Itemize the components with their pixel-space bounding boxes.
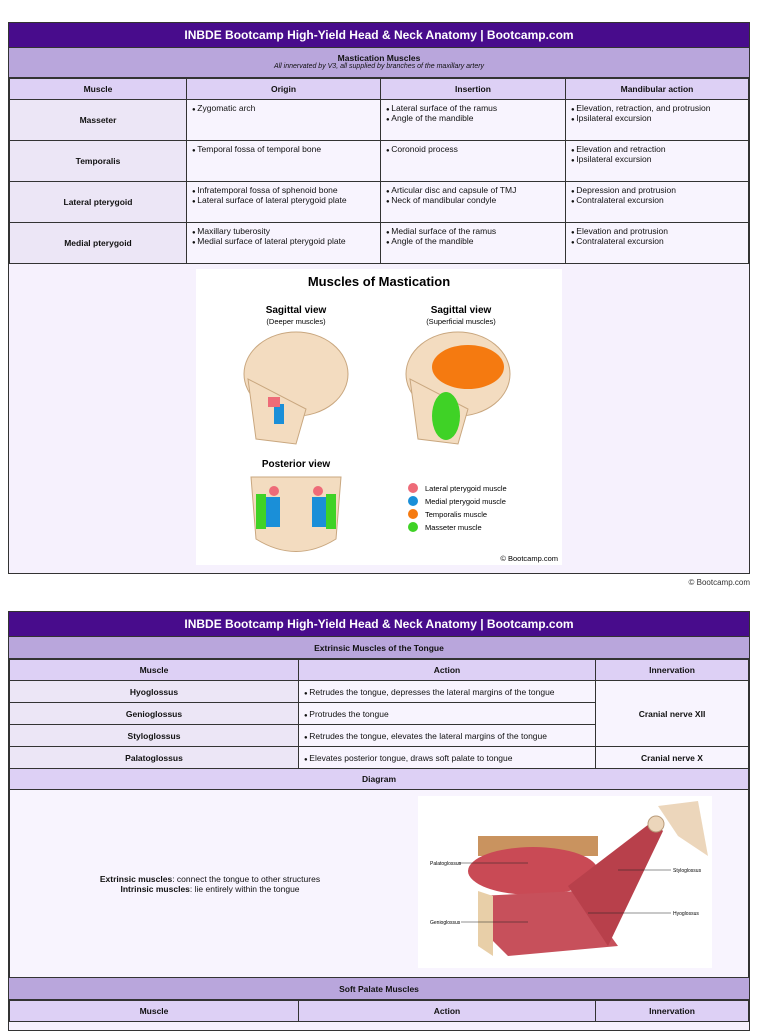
- intrinsic-text: : lie entirely within the tongue: [189, 884, 300, 894]
- action-cell: [566, 100, 749, 141]
- tongue-illustration: [418, 796, 712, 968]
- page-copyright: © Bootcamp.com: [688, 578, 750, 587]
- table-row: [10, 141, 749, 182]
- col-header: Innervation: [596, 660, 749, 681]
- section-note: All innervated by V3, all supplied by branches of the maxillary artery: [273, 63, 485, 70]
- diagram-label: Styloglossus: [673, 868, 702, 874]
- insertion-item: ● Angle of the mandible: [386, 113, 560, 123]
- diagram-header: Diagram: [10, 769, 749, 790]
- action-item: ● Protrudes the tongue: [304, 709, 590, 719]
- col-header: Action: [299, 1001, 596, 1022]
- action-item: ● Elevation and retraction: [571, 144, 743, 154]
- view-sublabel: (Superficial muscles): [426, 317, 496, 326]
- action-item: ● Elevation and protrusion: [571, 226, 743, 236]
- table-row: [10, 182, 749, 223]
- tongue-table: [9, 659, 749, 978]
- legend-swatch: [408, 496, 418, 506]
- action-cell: [566, 223, 749, 264]
- action-item: ● Elevates posterior tongue, draws soft palate to tongue: [304, 753, 590, 763]
- view-label: Sagittal view: [430, 305, 492, 316]
- diagram-label: Palatoglossus: [430, 861, 462, 867]
- view-label: Posterior view: [261, 459, 331, 470]
- action-cell: [299, 725, 596, 747]
- section-title: Mastication Muscles: [337, 53, 421, 63]
- muscle-name: Medial pterygoid: [10, 223, 187, 264]
- mastication-table: [9, 78, 749, 264]
- extrinsic-label: Extrinsic muscles: [99, 874, 173, 884]
- origin-item: ● Temporal fossa of temporal bone: [192, 144, 375, 154]
- section-title: Extrinsic Muscles of the Tongue: [9, 637, 749, 659]
- skull-deep: [244, 332, 348, 444]
- legend-label: Medial pterygoid muscle: [425, 497, 506, 506]
- action-cell: [299, 747, 596, 769]
- action-item: ● Elevation, retraction, and protrusion: [571, 103, 743, 113]
- table-row: [10, 100, 749, 141]
- sheet-title: INBDE Bootcamp High-Yield Head & Neck Anatomy | Bootcamp.com: [9, 612, 749, 637]
- insertion-item: ● Lateral surface of the ramus: [386, 103, 560, 113]
- origin-item: ● Zygomatic arch: [192, 103, 375, 113]
- action-item: ● Retrudes the tongue, elevates the lateral margins of the tongue: [304, 731, 590, 741]
- origin-cell: [187, 223, 381, 264]
- insertion-cell: [381, 141, 566, 182]
- insertion-item: ● Articular disc and capsule of TMJ: [386, 185, 560, 195]
- origin-item: ● Lateral surface of lateral pterygoid plate: [192, 195, 375, 205]
- action-item: ● Contralateral excursion: [571, 236, 743, 246]
- table-row: [10, 223, 749, 264]
- col-header: Innervation: [596, 1001, 749, 1022]
- tongue-sheet: [8, 611, 750, 1031]
- mastication-illustration: [196, 269, 562, 565]
- origin-cell: [187, 182, 381, 223]
- origin-item: ● Infratemporal fossa of sphenoid bone: [192, 185, 375, 195]
- action-item: ● Ipsilateral excursion: [571, 113, 743, 123]
- legend-swatch: [408, 509, 418, 519]
- origin-item: ● Medial surface of lateral pterygoid plate: [192, 236, 375, 246]
- soft-palate-table: [9, 1000, 749, 1022]
- origin-cell: [187, 141, 381, 182]
- col-header: Mandibular action: [566, 79, 749, 100]
- diagram-cell: [10, 790, 749, 978]
- action-cell: [299, 681, 596, 703]
- action-cell: [566, 141, 749, 182]
- legend-label: Lateral pterygoid muscle: [425, 484, 507, 493]
- insertion-item: ● Medial surface of the ramus: [386, 226, 560, 236]
- table-row: [10, 681, 749, 703]
- mastication-figure: [196, 269, 562, 565]
- col-header: Insertion: [381, 79, 566, 100]
- section-header: [9, 48, 749, 78]
- action-item: ● Depression and protrusion: [571, 185, 743, 195]
- figure-title: Muscles of Mastication: [307, 274, 451, 289]
- origin-item: ● Maxillary tuberosity: [192, 226, 375, 236]
- origin-cell: [187, 100, 381, 141]
- col-header: Muscle: [10, 79, 187, 100]
- col-header: Muscle: [10, 1001, 299, 1022]
- intrinsic-label: Intrinsic muscles: [120, 884, 190, 894]
- diagram-caption: [10, 874, 410, 894]
- view-sublabel: (Deeper muscles): [266, 317, 326, 326]
- legend-swatch: [408, 522, 418, 532]
- action-item: ● Retrudes the tongue, depresses the lateral margins of the tongue: [304, 687, 590, 697]
- col-header: Muscle: [10, 660, 299, 681]
- diagram-label: Hyoglossus: [673, 911, 699, 917]
- diagram-label: Genioglossus: [430, 920, 461, 926]
- insertion-cell: [381, 223, 566, 264]
- legend-swatch: [408, 483, 418, 493]
- insertion-cell: [381, 100, 566, 141]
- action-item: ● Contralateral excursion: [571, 195, 743, 205]
- muscle-name: Hyoglossus: [10, 681, 299, 703]
- action-item: ● Ipsilateral excursion: [571, 154, 743, 164]
- innervation-cell: Cranial nerve XII: [596, 681, 749, 747]
- view-label: Sagittal view: [265, 305, 327, 316]
- muscle-name: Masseter: [10, 100, 187, 141]
- muscle-name: Genioglossus: [10, 703, 299, 725]
- legend-label: Temporalis muscle: [425, 510, 488, 519]
- insertion-cell: [381, 182, 566, 223]
- skull-posterior: [251, 477, 341, 552]
- muscle-name: Styloglossus: [10, 725, 299, 747]
- legend-label: Masseter muscle: [425, 523, 482, 532]
- action-cell: [299, 703, 596, 725]
- action-cell: [566, 182, 749, 223]
- skull-superficial: [406, 332, 510, 444]
- insertion-item: ● Neck of mandibular condyle: [386, 195, 560, 205]
- table-row: [10, 747, 749, 769]
- insertion-item: ● Coronoid process: [386, 144, 560, 154]
- innervation-cell: Cranial nerve X: [596, 747, 749, 769]
- figure-copyright: © Bootcamp.com: [500, 554, 558, 563]
- insertion-item: ● Angle of the mandible: [386, 236, 560, 246]
- section-title: Soft Palate Muscles: [9, 978, 749, 1000]
- muscle-name: Lateral pterygoid: [10, 182, 187, 223]
- sheet-title: INBDE Bootcamp High-Yield Head & Neck Anatomy | Bootcamp.com: [9, 23, 749, 48]
- muscle-name: Palatoglossus: [10, 747, 299, 769]
- col-header: Origin: [187, 79, 381, 100]
- extrinsic-text: : connect the tongue to other structures: [172, 874, 321, 884]
- muscle-name: Temporalis: [10, 141, 187, 182]
- mastication-sheet: [8, 22, 750, 574]
- col-header: Action: [299, 660, 596, 681]
